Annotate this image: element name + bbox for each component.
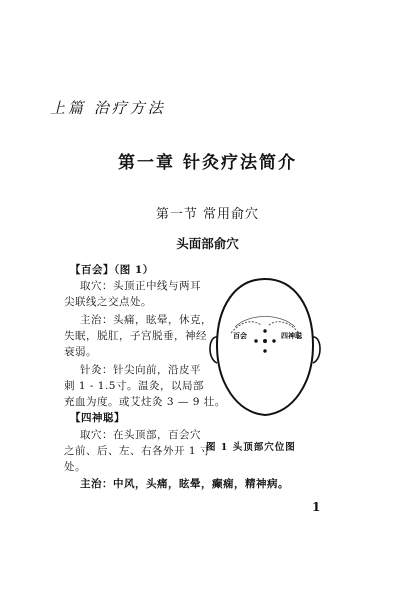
baihui-location-line: 取穴：头顶正中线与两耳 bbox=[80, 280, 201, 292]
page-number: 1 bbox=[312, 500, 321, 514]
figure-caption: 图 1 头顶部穴位图 bbox=[206, 442, 296, 453]
section-title: 第一节 常用俞穴 bbox=[155, 207, 260, 222]
label-sishencong: 四神聪 bbox=[281, 332, 302, 340]
chapter-title: 第一章 针灸疗法简介 bbox=[118, 153, 297, 173]
label-baihui: 百会 bbox=[233, 332, 247, 340]
head-outline bbox=[217, 279, 313, 415]
sishencong-location-line: 处。 bbox=[64, 461, 86, 473]
part-title: 上篇 治疗方法 bbox=[50, 99, 166, 117]
baihui-indication-line: 衰弱。 bbox=[64, 346, 97, 358]
acupoint-sishencong-back bbox=[263, 349, 266, 352]
acupoint-baihui bbox=[263, 339, 267, 343]
head-top-diagram bbox=[205, 275, 325, 420]
subsection-title: 头面部俞穴 bbox=[176, 236, 239, 251]
acupoint-sishencong-front bbox=[263, 329, 266, 332]
baihui-indication-line: 主治：头痛，眩晕，休克， bbox=[80, 314, 212, 326]
baihui-heading: 【百会】（图 1） bbox=[70, 264, 154, 276]
acupoint-sishencong-left bbox=[254, 339, 257, 342]
sishencong-heading: 【四神聪】 bbox=[70, 412, 125, 424]
acupoint-sishencong-right bbox=[272, 339, 275, 342]
baihui-location-line: 尖联线之交点处。 bbox=[64, 296, 152, 308]
baihui-method-line: 刺 1 - 1.5寸。温灸，以局部 bbox=[64, 380, 204, 392]
sishencong-indication-line: 主治：中风，头痛，眩晕，癫痫，精神病。 bbox=[80, 478, 289, 490]
brow-curve bbox=[235, 317, 295, 328]
baihui-indication-line: 失眠，脱肛，子宫脱垂，神经 bbox=[64, 330, 207, 342]
sishencong-location-line: 之前、后、左、右各外开 1 寸 bbox=[64, 445, 211, 457]
baihui-method-line: 充血为度。或艾炷灸 3 — 9 壮。 bbox=[64, 396, 226, 408]
baihui-method-line: 针灸：针尖向前，沿皮平 bbox=[80, 364, 201, 376]
sishencong-location-line: 取穴：在头顶部，百会穴 bbox=[80, 429, 201, 441]
